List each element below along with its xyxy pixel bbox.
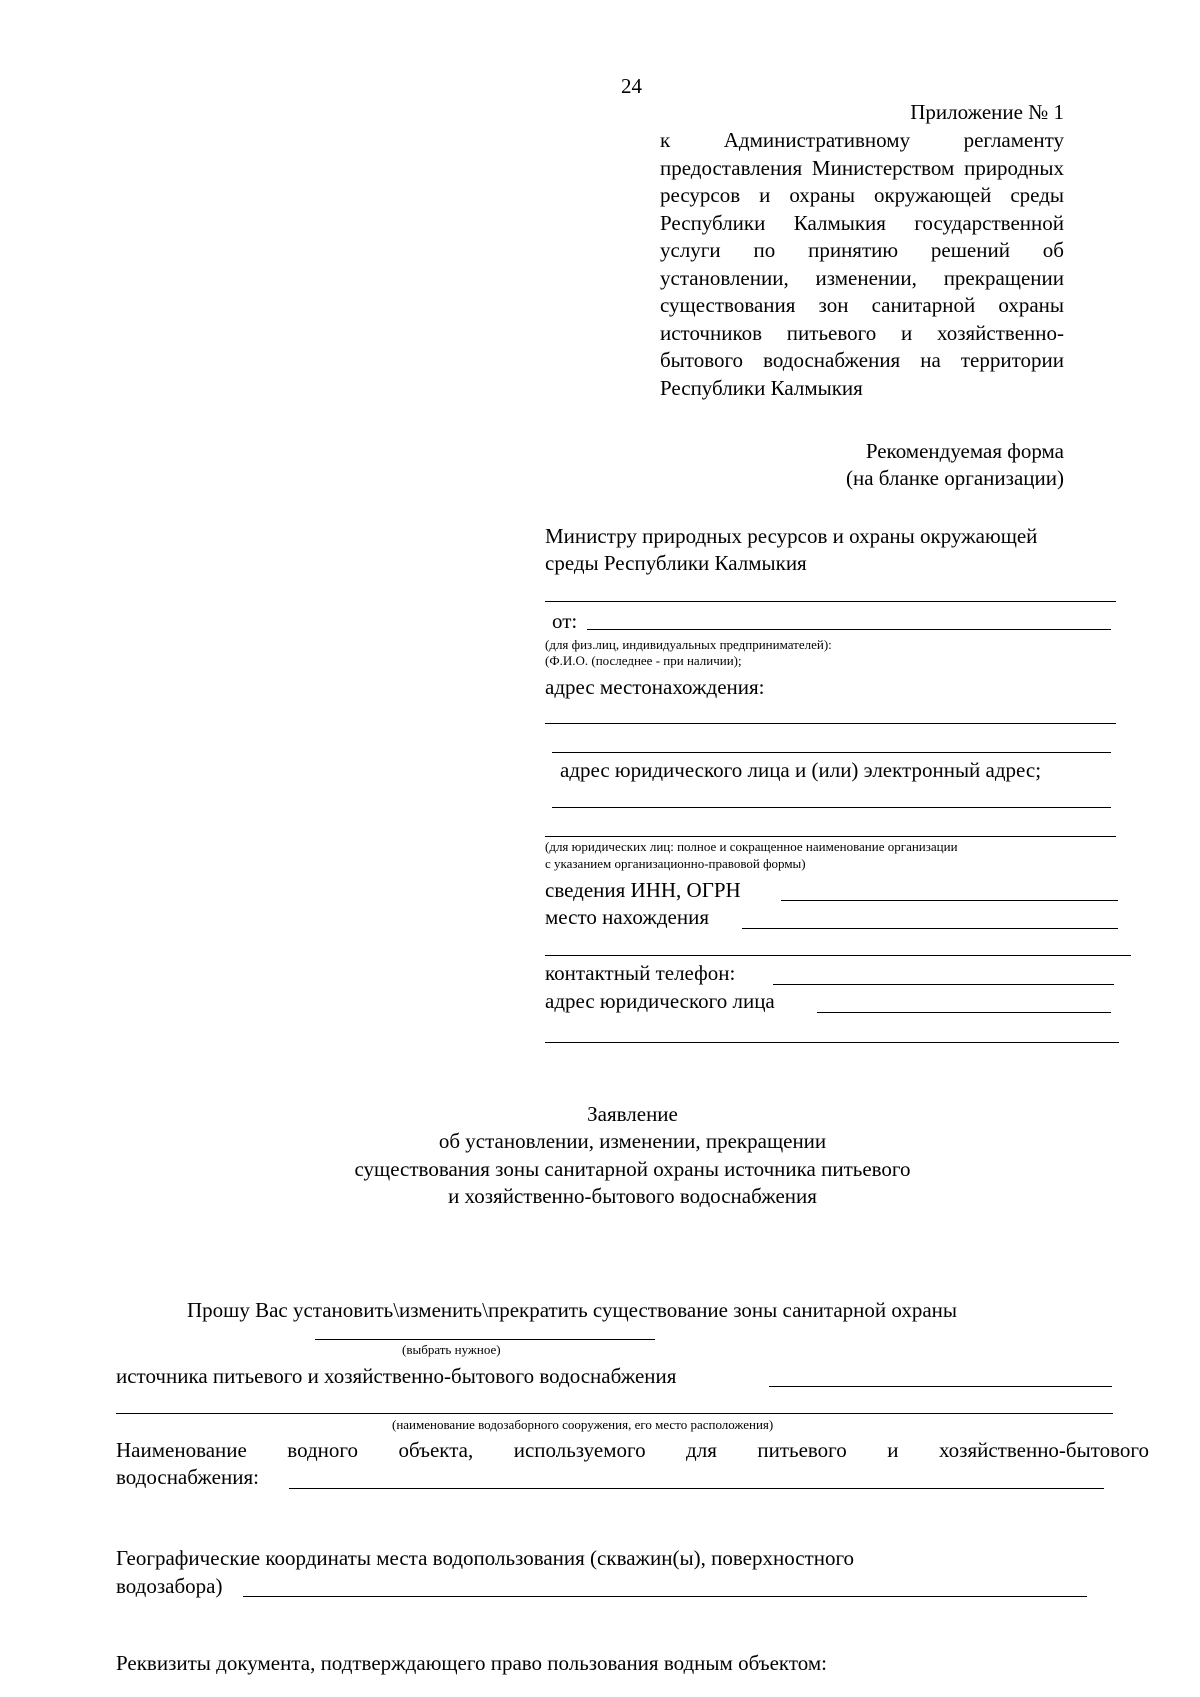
water-body-field[interactable] [289, 1488, 1104, 1489]
location-label: адрес местонахождения: [545, 675, 765, 699]
from-label: от: [552, 609, 578, 633]
location-field-2[interactable] [552, 752, 1111, 753]
heading-line2: об установлении, изменении, прекращении [438, 1129, 827, 1153]
phone-label: контактный телефон: [545, 961, 736, 985]
inn-label: сведения ИНН, ОГРН [545, 878, 741, 902]
water-body-line1: Наименование водного объекта, используемого для питьевого и хозяйственно-бытового [116, 1438, 1149, 1462]
coords-line1: Географические координаты места водопользования (скважин(ы), поверхностного [116, 1546, 855, 1570]
source-field-2[interactable] [116, 1413, 1113, 1414]
heading-line4: и хозяйственно-бытового водоснабжения [448, 1184, 817, 1208]
legal-entity-address-label: адрес юридического лица [545, 989, 775, 1013]
appendix-line: Республики Калмыкия государственной [660, 211, 1064, 235]
appendix-line: предоставления Министерством природных [660, 156, 1064, 180]
intake-hint: (наименование водозаборного сооружения, его место расположения) [392, 1417, 774, 1432]
location-field[interactable] [545, 723, 1116, 724]
appendix-line: к Административному регламенту [660, 128, 1064, 152]
hint-legal-1: (для юридических лиц: полное и сокращенное наименование организации [545, 839, 958, 854]
legal-address-label: адрес юридического лица и (или) электронный адрес; [560, 758, 1042, 782]
hint-legal-2: с указанием организационно-правовой формы) [545, 856, 806, 871]
place-field[interactable] [742, 928, 1118, 929]
heading-line1: Заявление [587, 1102, 678, 1126]
appendix-line: бытового водоснабжения на территории [660, 348, 1064, 372]
form-note-line2: (на бланке организации) [846, 466, 1064, 490]
appendix-line: услуги по принятию решений об [660, 238, 1064, 262]
legal-address-field-2[interactable] [545, 836, 1116, 837]
appendix-line: установлении, изменении, прекращении [660, 266, 1064, 290]
choose-field[interactable] [315, 1339, 655, 1340]
appendix-line: источников питьевого и хозяйственно- [660, 321, 1064, 345]
place-label: место нахождения [545, 905, 709, 929]
from-field[interactable] [587, 629, 1111, 630]
source-label: источника питьевого и хозяйственно-бытового водоснабжения [116, 1364, 677, 1388]
legal-entity-address-field-2[interactable] [545, 1042, 1119, 1043]
doc-label: Реквизиты документа, подтверждающего право пользования водным объектом: [116, 1651, 827, 1675]
appendix-title: Приложение № 1 [910, 100, 1064, 124]
heading-line3: существования зоны санитарной охраны источника питьевого [354, 1157, 911, 1181]
request-text: Прошу Вас установить\изменить\прекратить существование зоны санитарной охраны [187, 1298, 958, 1322]
appendix-line: ресурсов и охраны окружающей среды [660, 183, 1064, 207]
legal-address-field[interactable] [552, 807, 1111, 808]
coords-line2: водозабора) [116, 1574, 223, 1598]
water-body-line2: водоснабжения: [116, 1465, 259, 1489]
coords-field[interactable] [243, 1596, 1087, 1597]
hint-phys-1: (для физ.лиц, индивидуальных предпринимателей): [545, 637, 832, 652]
addressee-line1: Министру природных ресурсов и охраны окружающей [545, 524, 1038, 548]
blank-line[interactable] [545, 601, 1116, 602]
phone-field[interactable] [773, 984, 1114, 985]
hint-phys-2: (Ф.И.О. (последнее - при наличии); [545, 653, 742, 668]
place-field-2[interactable] [545, 955, 1131, 956]
choose-hint: (выбрать нужное) [402, 1342, 501, 1357]
appendix-line: существования зон санитарной охраны [660, 293, 1064, 317]
legal-entity-address-field[interactable] [817, 1012, 1111, 1013]
inn-field[interactable] [781, 900, 1118, 901]
source-field[interactable] [769, 1386, 1112, 1387]
appendix-line: Республики Калмыкия [660, 376, 863, 400]
form-note-line1: Рекомендуемая форма [865, 439, 1064, 463]
page-number: 24 [621, 74, 642, 98]
addressee-line2: среды Республики Калмыкия [545, 551, 807, 575]
